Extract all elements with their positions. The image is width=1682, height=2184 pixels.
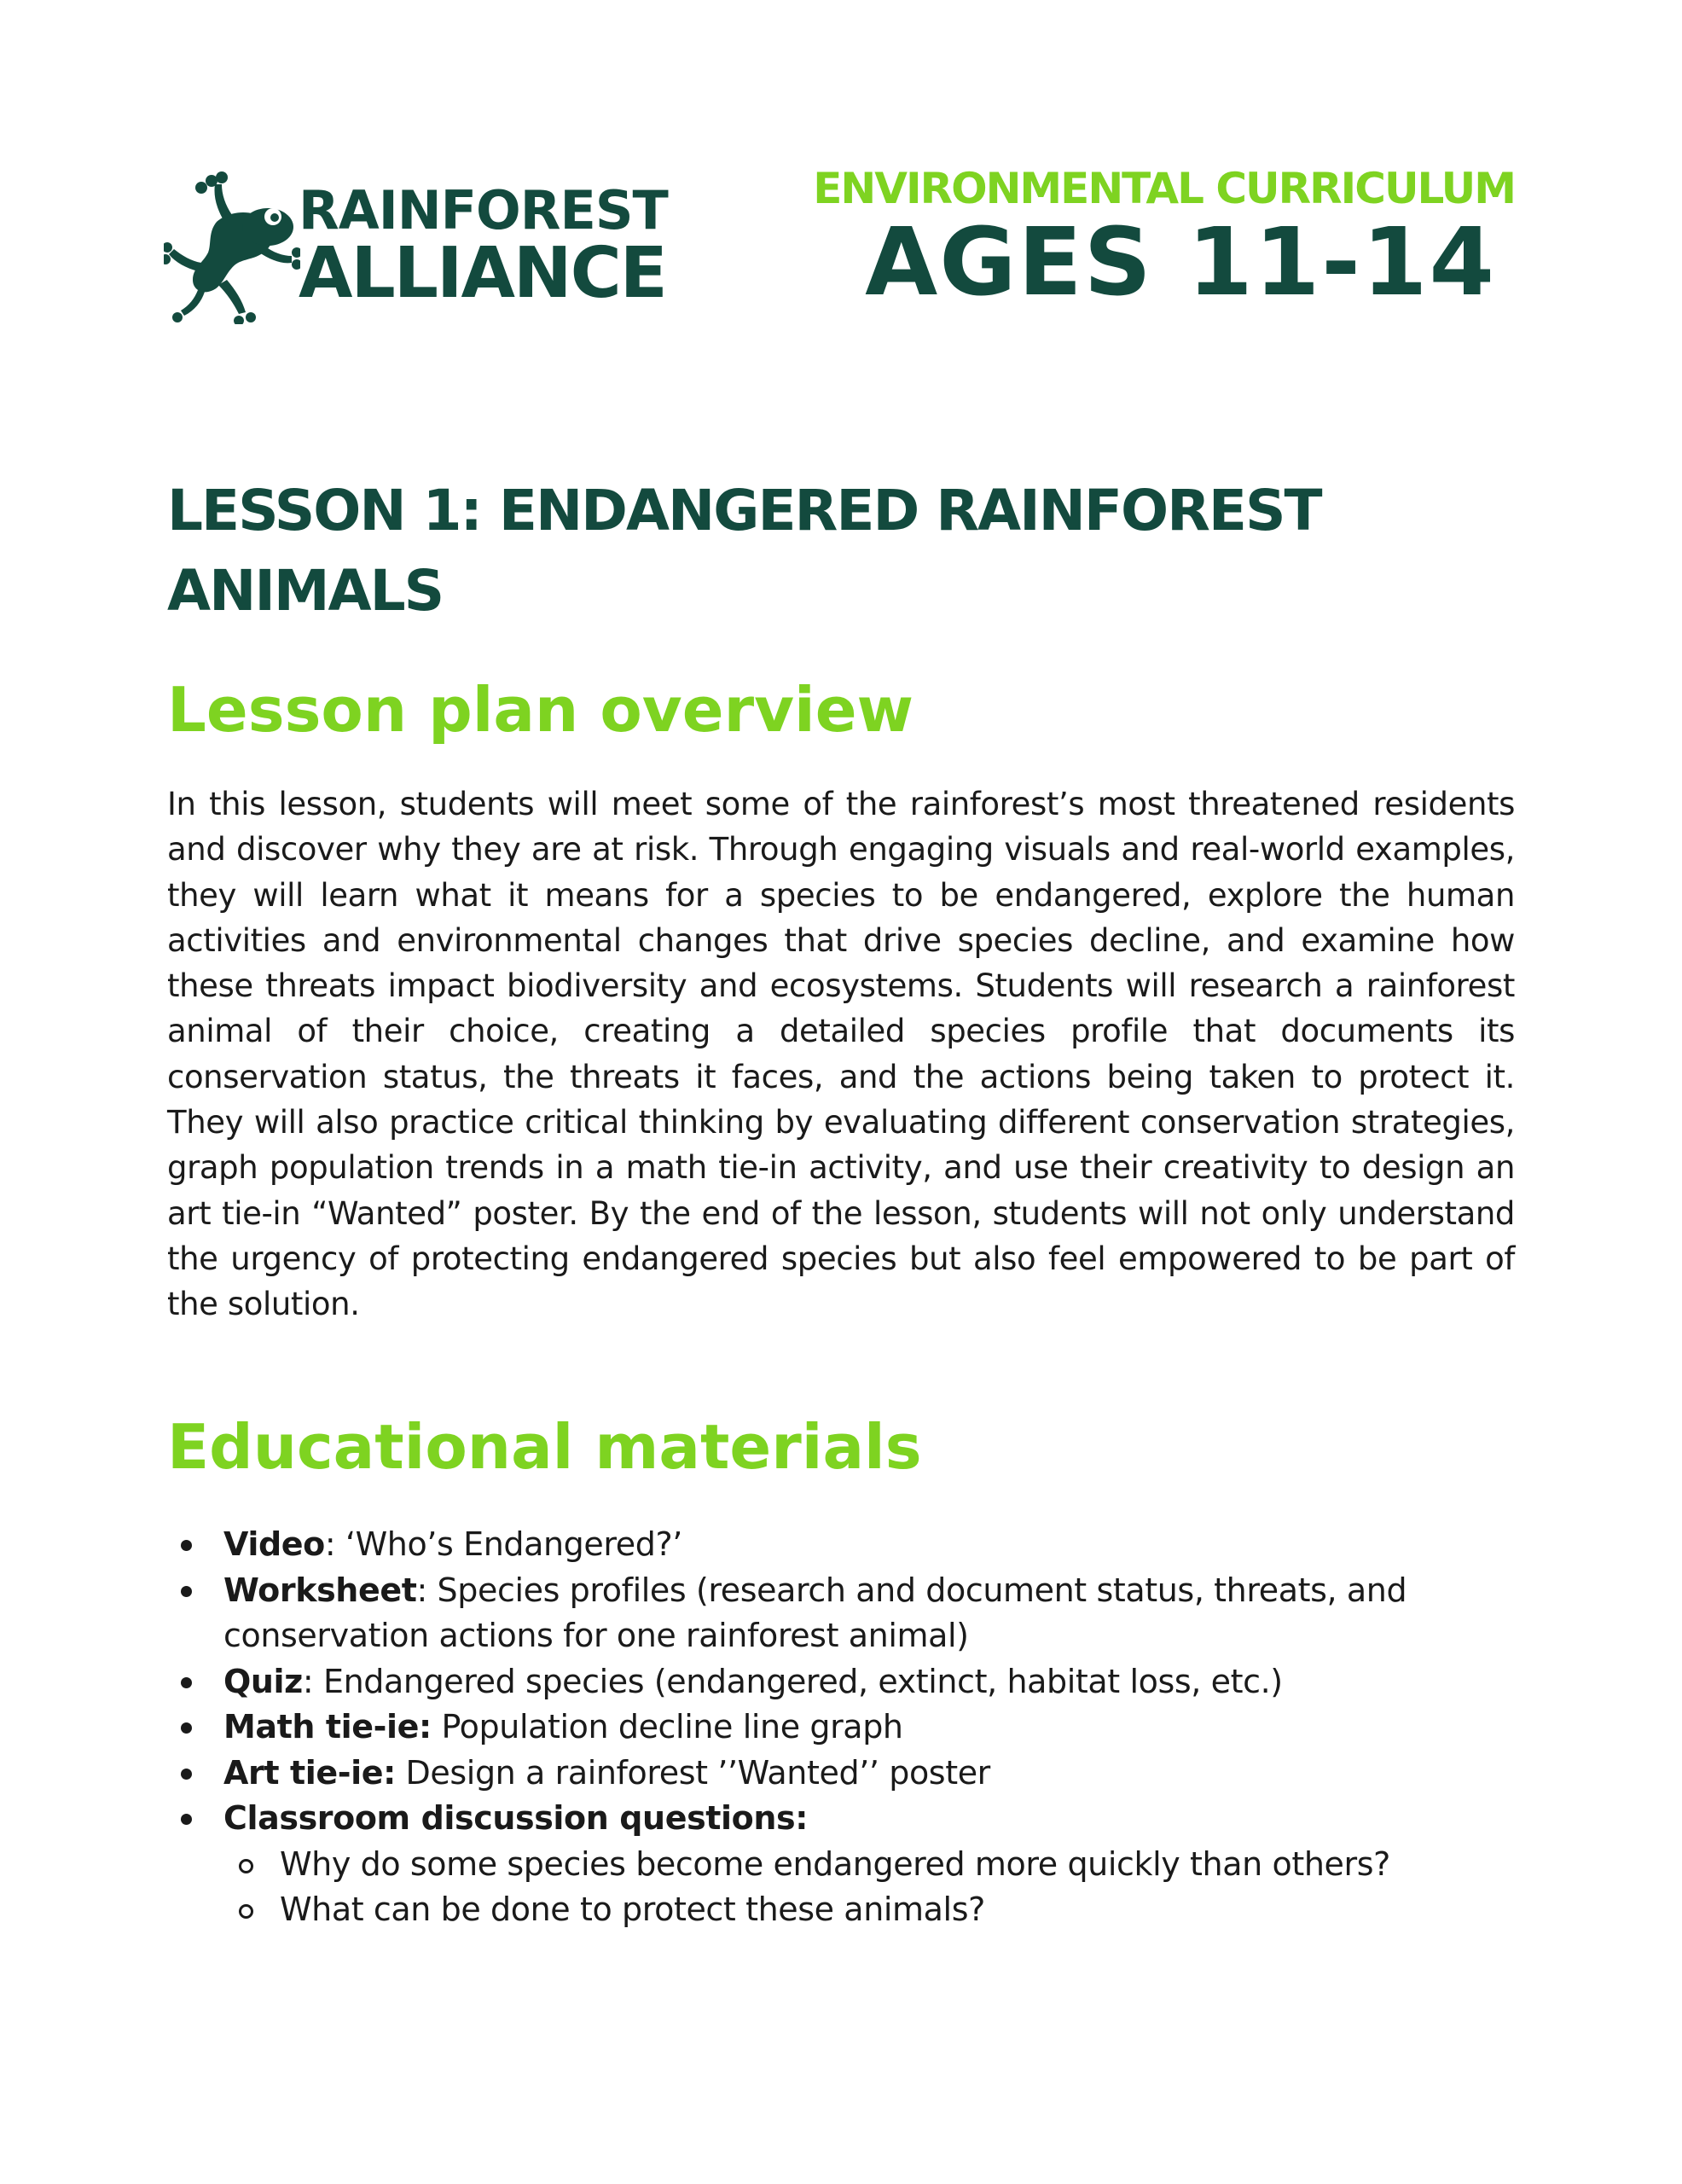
material-separator: : — [324, 1525, 336, 1563]
curriculum-label: ENVIRONMENTAL CURRICULUM — [813, 164, 1515, 213]
list-item — [167, 1659, 1515, 1705]
hollow-bullet-icon — [239, 1904, 253, 1919]
list-item — [167, 1751, 1515, 1797]
material-text: ‘Who’s Endangered?’ — [335, 1525, 682, 1563]
overview-heading: Lesson plan overview — [167, 674, 914, 746]
hollow-bullet-icon — [239, 1859, 253, 1873]
list-item — [167, 1568, 1515, 1659]
ages-label: AGES 11-14 — [865, 207, 1496, 317]
material-label: Worksheet — [223, 1571, 417, 1609]
material-label: Math tie-ie: — [223, 1708, 432, 1745]
bullet-icon — [181, 1540, 192, 1551]
question-text: Why do some species become endangered more quickly than others? — [280, 1844, 1390, 1883]
curriculum-header — [813, 164, 1515, 317]
list-item — [167, 1705, 1515, 1751]
frog-icon — [164, 171, 300, 324]
bullet-icon — [181, 1769, 192, 1780]
discussion-question — [223, 1887, 1515, 1933]
lesson-title-line-1: LESSON 1: ENDANGERED RAINFOREST — [167, 478, 1321, 543]
rainforest-alliance-logo — [164, 171, 668, 324]
bullet-icon — [181, 1586, 192, 1597]
bullet-icon — [181, 1814, 192, 1825]
list-item — [167, 1796, 1515, 1933]
materials-heading: Educational materials — [167, 1411, 922, 1483]
question-text: What can be done to protect these animals? — [280, 1891, 985, 1928]
materials-list — [167, 1522, 1515, 1933]
material-text: Endangered species (endangered, extinct, habitat loss, etc.) — [313, 1662, 1283, 1700]
logo-line-alliance: ALLIANCE — [299, 233, 666, 314]
material-label: Classroom discussion questions: — [223, 1799, 809, 1837]
discussion-question — [223, 1842, 1515, 1888]
list-item — [167, 1522, 1515, 1568]
discussion-questions-list — [223, 1842, 1515, 1933]
bullet-icon — [181, 1722, 192, 1734]
overview-paragraph: In this lesson, students will meet some of the rainforest’s most threatened residents and discover why they are at risk. Through engaging visuals and real-world examples, they will learn what it means for a species to be endangered, explore the human activities and environmental changes that drive species decline, and examine how these threats impact biodiversity and ecosystems. Students will research a rainforest animal of their choice, creating a detailed species profile that documents its conservation status, the threats it faces, and the actions being taken to protect it. They will also practice critical thinking by evaluating different conservation strategies, graph population trends in a math tie-in activity, and use their creativity to design an art tie-in “Wanted” poster. By the end of the lesson, students will not only understand the urgency of protecting endangered species but also feel empowered to be part of the solution. — [167, 786, 1515, 1323]
bullet-icon — [181, 1677, 192, 1688]
logo-wordmark — [299, 179, 668, 314]
material-separator: : — [302, 1662, 314, 1700]
material-text: Design a rainforest ’’Wanted’’ poster — [395, 1753, 990, 1792]
lesson-title — [167, 471, 1361, 631]
logo-line-rainforest: RAINFOREST — [299, 179, 668, 241]
lesson-title-line-2: ANIMALS — [167, 558, 444, 624]
material-text: Species profiles (research and document status, threats, and conservation actions for one rainforest animal) — [223, 1571, 1407, 1654]
material-label: Quiz — [223, 1662, 303, 1700]
material-separator: : — [416, 1571, 427, 1609]
material-label: Video — [223, 1525, 325, 1563]
material-text: Population decline line graph — [431, 1708, 903, 1745]
material-label: Art tie-ie: — [223, 1753, 396, 1792]
